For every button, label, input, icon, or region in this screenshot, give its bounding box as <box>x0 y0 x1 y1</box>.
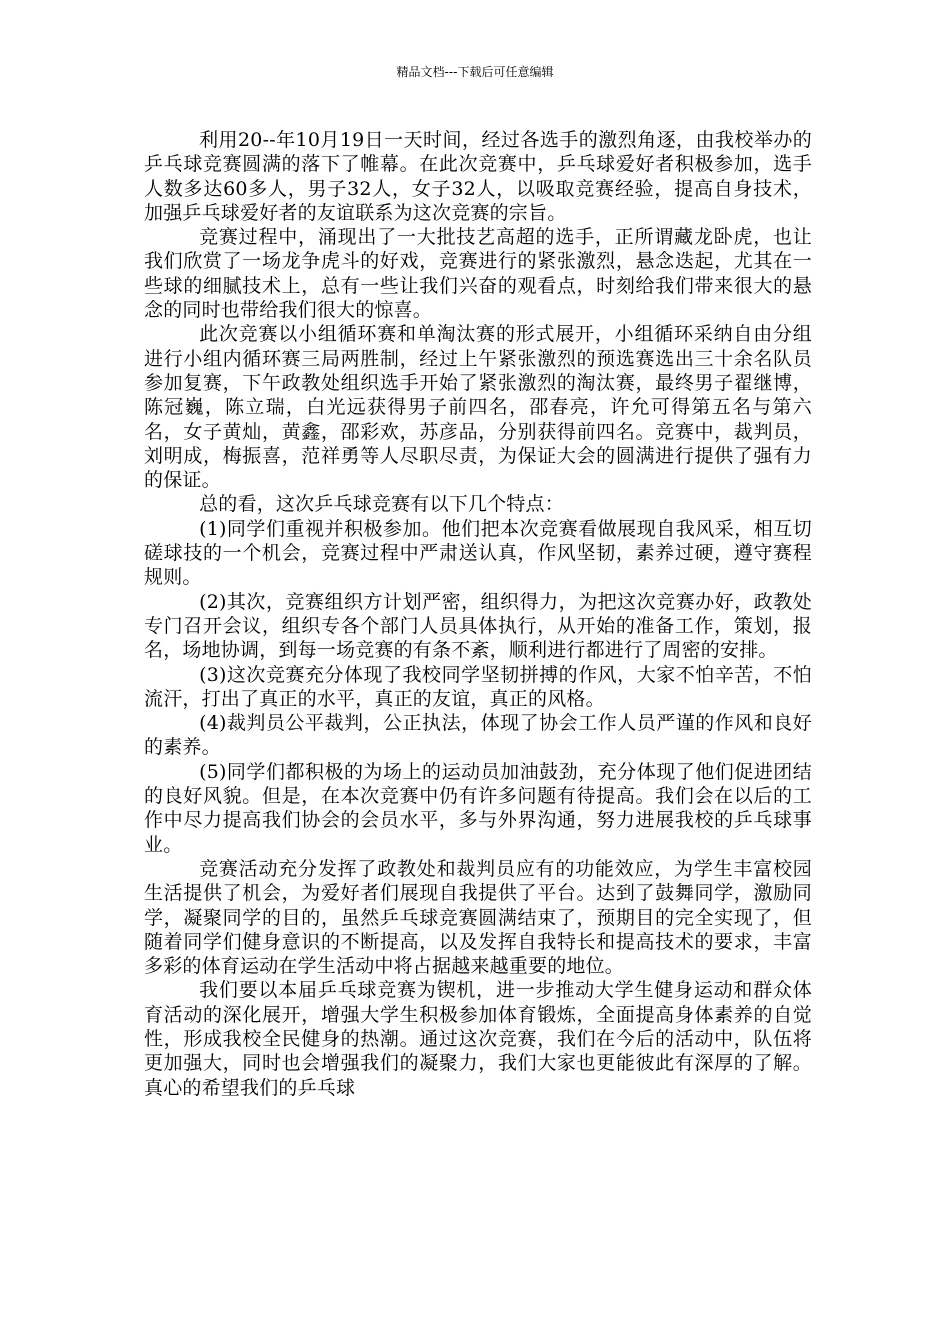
page-header: 精品文档---下载后可任意编辑 <box>396 65 554 79</box>
paragraph-outlook: 我们要以本届乒乓球竞赛为锲机，进一步推动大学生健身运动和群众体育活动的深化展开，增强大学生积极参加体育锻炼，全面提高身体素养的自觉性，形成我校全民健身的热潮。通过这次竞赛，我们在今后的活动中，队伍将更加强大，同时也会增强我们的凝聚力，我们大家也更能彼此有深厚的了解。真心的希望我们的乒乓球 <box>144 979 812 1099</box>
paragraph-effect: 竞赛活动充分发挥了政教处和裁判员应有的功能效应，为学生丰富校园生活提供了机会，为爱好者们展现自我提供了平台。达到了鼓舞同学，激励同学，凝聚同学的目的，虽然乒乓球竞赛圆满结束了，预期目的完全实现了，但随着同学们健身意识的不断提高，以及发挥自我特长和提高技术的要求，丰富多彩的体育运动在学生活动中将占据越来越重要的地位。 <box>144 857 812 978</box>
paragraph-point-4: (4)裁判员公平裁判，公正执法，体现了协会工作人员严谨的作风和良好的素养。 <box>144 712 812 759</box>
paragraph-point-1: (1)同学们重视并积极参加。他们把本次竞赛看做展现自我风采，相互切磋球技的一个机会，竞赛过程中严肃送认真，作风坚韧，素养过硬，遵守赛程规则。 <box>144 517 812 589</box>
paragraph-point-2: (2)其次，竞赛组织方计划严密，组织得力，为把这次竞赛办好，政教处专门召开会议，组织专各个部门人员具体执行，从开始的准备工作，策划，报名，场地协调，到每一场竞赛的有条不紊，顺利进行都进行了周密的安排。 <box>144 590 812 662</box>
paragraph-point-3: (3)这次竞赛充分体现了我校同学坚韧拼搏的作风，大家不怕辛苦，不怕流汗，打出了真正的水平，真正的友谊，真正的风格。 <box>144 663 812 710</box>
paragraph-point-5: (5)同学们都积极的为场上的运动员加油鼓劲，充分体现了他们促进团结的良好风貌。但是，在本次竞赛中仍有许多问题有待提高。我们会在以后的工作中尽力提高我们协会的会员水平，多与外界沟通，努力进展我校的乒乓球事业。 <box>144 760 812 856</box>
paragraph-intro: 利用20--年10月19日一天时间，经过各选手的激烈角逐，由我校举办的乒乓球竞赛圆满的落下了帷幕。在此次竞赛中，乒乓球爱好者积极参加，选手人数多达60多人，男子32人，女子32人，以吸取竞赛经验，提高自身技术，加强乒乓球爱好者的友谊联系为这次竞赛的宗旨。 <box>144 129 812 224</box>
paragraph-summary-lead: 总的看，这次乒乓球竞赛有以下几个特点： <box>199 493 564 516</box>
paragraph-process: 竞赛过程中，涌现出了一大批技艺高超的选手，正所谓藏龙卧虎，也让我们欣赏了一场龙争虎斗的好戏，竞赛进行的紧张激烈，悬念迭起，尤其在一些球的细腻技术上，总有一些让我们兴奋的观看点，时刻给我们带来很大的悬念的同时也带给我们很大的惊喜。 <box>144 226 812 322</box>
document-body <box>144 128 812 1100</box>
paragraph-format-results: 此次竞赛以小组循环赛和单淘汰赛的形式展开，小组循环采纳自由分组进行小组内循环赛三局两胜制，经过上午紧张激烈的预选赛选出三十余名队员参加复赛，下午政教处组织选手开始了紧张激烈的淘汰赛，最终男子翟继博，陈冠巍，陈立瑞，白光远获得男子前四名，邵春亮，许允可得第五名与第六名，女子黄灿，黄鑫，邵彩欢，苏彦品，分别获得前四名。竞赛中，裁判员，刘明成，梅振喜，范祥勇等人尽职尽责，为保证大会的圆满进行提供了强有力的保证。 <box>144 323 812 492</box>
